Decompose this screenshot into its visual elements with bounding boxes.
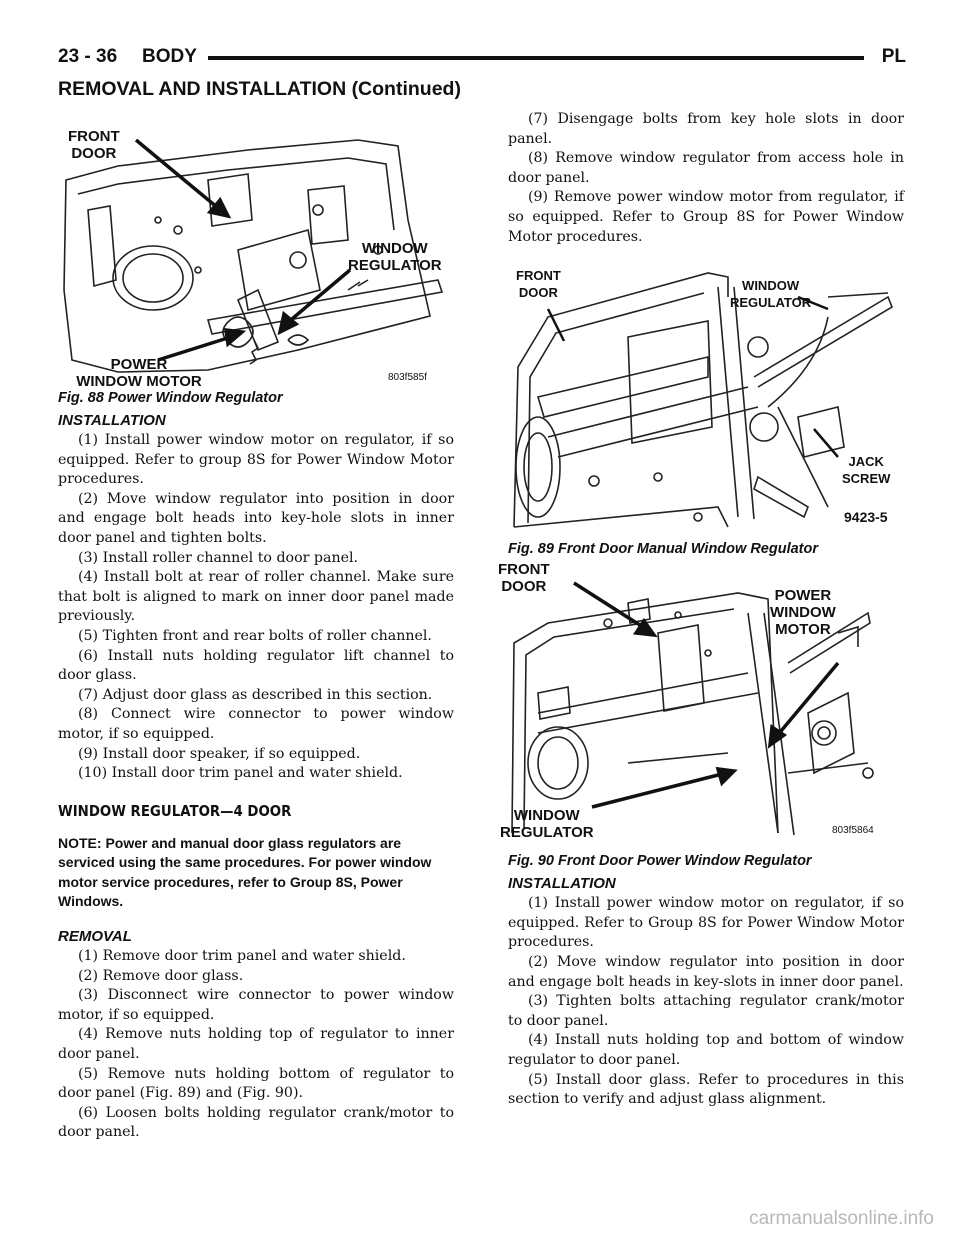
header-rule <box>208 56 864 60</box>
label-window-regulator: WINDOW REGULATOR <box>348 240 442 274</box>
install-step: (1) Install power window motor on regulator, if so equipped. Refer to group 8S for Power Window Motor procedures. <box>58 432 454 488</box>
install-step: (8) Connect wire connector to power window motor, if so equipped. <box>58 706 454 742</box>
figure-code: 803f5864 <box>832 825 874 837</box>
install-step: (3) Install roller channel to door panel. <box>78 549 359 566</box>
install-step: (5) Tighten front and rear bolts of roller channel. <box>78 627 432 644</box>
figure-90 <box>498 561 904 849</box>
install-step: (3) Tighten bolts attaching regulator crank/motor to door panel. <box>508 993 904 1029</box>
removal-step: (6) Loosen bolts holding regulator crank/motor to door panel. <box>58 1104 454 1141</box>
install-step: (9) Install door speaker, if so equipped. <box>78 745 361 762</box>
removal-step: (3) Disconnect wire connector to power window motor, if so equipped. <box>58 987 454 1023</box>
removal-step: (7) Disengage bolts from key hole slots in door panel. <box>508 111 904 147</box>
install-step: (5) Install door glass. Refer to procedures in this section to verify and adjust glass alignment. <box>508 1071 904 1108</box>
service-note: NOTE: Power and manual door glass regulators are serviced using the same procedures. For power window motor service procedures, refer to Group 8S, Power Windows. <box>58 834 432 910</box>
label-window-regulator: WINDOW REGULATOR <box>730 278 812 311</box>
install-step: (10) Install door trim panel and water shield. <box>78 765 403 782</box>
install-step: (4) Install nuts holding top and bottom of window regulator to door panel. <box>508 1032 904 1068</box>
label-front-door: FRONT DOOR <box>498 561 550 596</box>
removal-step: (8) Remove window regulator from access hole in door panel. <box>508 150 904 186</box>
label-power-window-motor: POWER WINDOW MOTOR <box>770 587 836 639</box>
install-step: (2) Move window regulator into position in door and engage bolt heads in key-slots in inner door panel. <box>508 953 904 990</box>
page-header <box>58 44 906 74</box>
install-step: (7) Adjust door glass as described in this section. <box>78 686 433 703</box>
installation-heading: INSTALLATION <box>58 412 166 429</box>
figure-88 <box>58 110 454 390</box>
manual-window-regulator-illustration <box>508 257 904 537</box>
figure-code: 803f585f <box>388 372 427 383</box>
figure-88-caption: Fig. 88 Power Window Regulator <box>58 390 283 406</box>
removal-step: (1) Remove door trim panel and water shield. <box>78 948 406 965</box>
installation-heading: INSTALLATION <box>508 875 616 893</box>
removal-step: (4) Remove nuts holding top of regulator to inner door panel. <box>58 1026 454 1063</box>
removal-step: (5) Remove nuts holding bottom of regulator to door panel (Fig. 89) and (Fig. 90). <box>58 1065 454 1102</box>
section-heading-4-door: WINDOW REGULATOR—4 DOOR <box>58 801 292 820</box>
label-power-window-motor: POWER WINDOW MOTOR <box>76 356 202 390</box>
manual-code: PL <box>882 44 906 70</box>
install-step: (1) Install power window motor on regulator, if so equipped. Refer to Group 8S for Power Window Motor procedures. <box>508 895 904 951</box>
figure-89-caption: Fig. 89 Front Door Manual Window Regulator <box>508 541 819 558</box>
watermark: carmanualsonline.info <box>749 1208 934 1229</box>
label-front-door: FRONT DOOR <box>68 128 120 162</box>
figure-89 <box>508 257 904 537</box>
removal-heading: REMOVAL <box>58 928 132 946</box>
install-step: (4) Install bolt at rear of roller channel. Make sure that bolt is aligned to mark on inner door panel made previously. <box>58 569 454 625</box>
page-number: 23 - 36 <box>58 44 117 70</box>
label-front-door: FRONT DOOR <box>516 268 561 301</box>
install-step: (2) Move window regulator into position in door and engage bolt heads into key-hole slots in inner door panel and tighten bolts. <box>58 490 454 546</box>
removal-step: (2) Remove door glass. <box>78 967 244 984</box>
figure-code: 9423-5 <box>844 509 888 526</box>
install-step: (6) Install nuts holding regulator lift channel to door glass. <box>58 647 454 684</box>
removal-step: (9) Remove power window motor from regulator, if so equipped. Refer to Group 8S for Power Window Motor procedures. <box>508 189 904 245</box>
left-column <box>58 110 454 1143</box>
figure-90-caption: Fig. 90 Front Door Power Window Regulator <box>508 853 812 870</box>
label-window-regulator: WINDOW REGULATOR <box>500 807 594 842</box>
right-column <box>498 110 904 1110</box>
label-jack-screw: JACK SCREW <box>842 454 891 487</box>
page-subtitle: REMOVAL AND INSTALLATION (Continued) <box>58 78 461 100</box>
section-name: BODY <box>142 44 197 70</box>
